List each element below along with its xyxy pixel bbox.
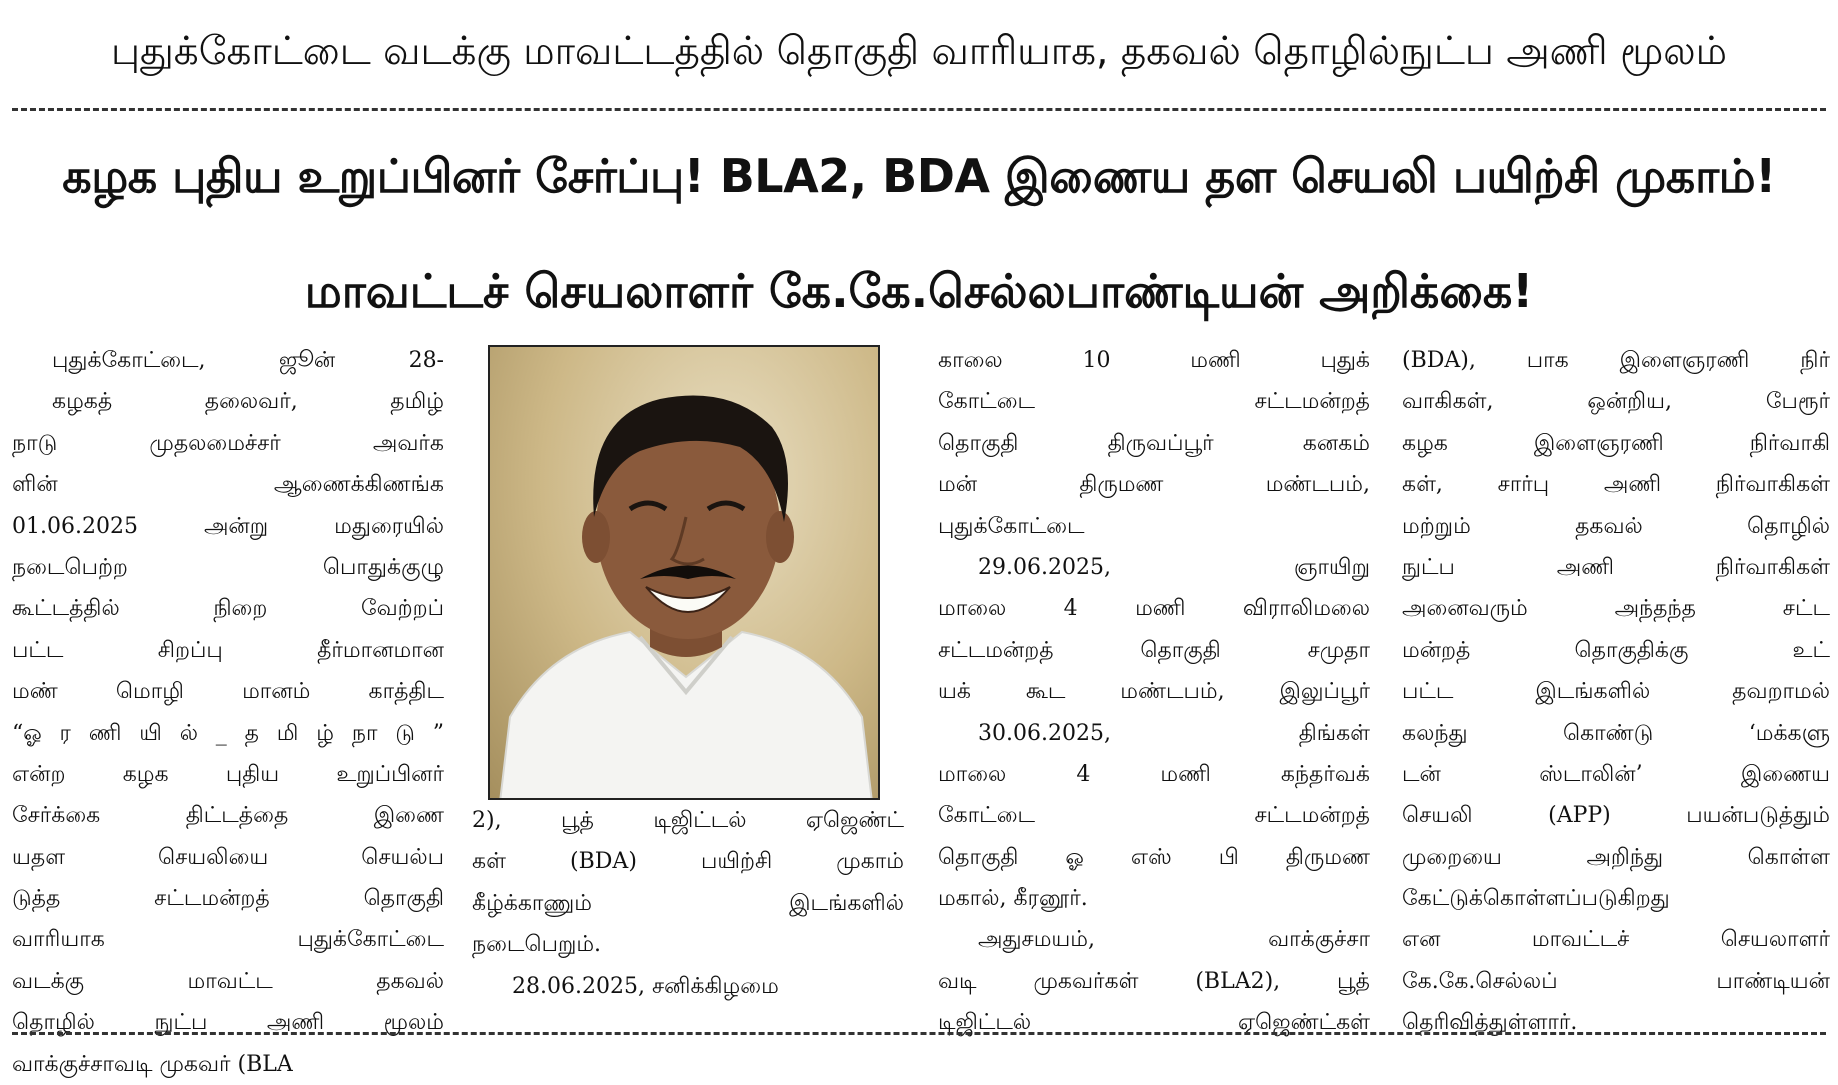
article-line: 28.06.2025, சனிக்கிழமை <box>512 973 779 999</box>
article-line: கழக இளைஞரணி நிர்வாகி <box>1402 430 1830 456</box>
article-line: அனைவரும் அந்தந்த சட்ட <box>1402 596 1830 622</box>
article-line: முறையை அறிந்து கொள்ள <box>1402 844 1830 870</box>
article-line: கேட்டுக்கொள்ளப்படுகிறது <box>1402 886 1670 912</box>
article-line: கே.கே.செல்லப் பாண்டியன் <box>1402 968 1830 994</box>
article-line: மாலை 4 மணி விராலிமலை <box>938 596 1370 622</box>
kicker-line: புதுக்கோட்டை வடக்கு மாவட்டத்தில் தொகுதி வாரியாக, தகவல் தொழில்நுட்ப அணி மூலம் <box>110 29 1728 74</box>
article-line: வாக்குச்சாவடி முகவர் (BLA <box>12 1051 293 1077</box>
portrait-photo <box>488 345 880 800</box>
article-line: மாலை 4 மணி கந்தர்வக் <box>938 761 1370 787</box>
article-line: புதுக்கோட்டை <box>938 513 1085 539</box>
article-line: சட்டமன்றத் தொகுதி சமுதா <box>938 637 1370 663</box>
article-line: 30.06.2025, திங்கள் <box>978 720 1370 746</box>
article-line: கீழ்க்காணும் இடங்களில் <box>472 890 904 916</box>
article-line: மன் திருமண மண்டபம், <box>938 472 1370 498</box>
article-line: 01.06.2025 அன்று மதுரையில் <box>12 513 444 539</box>
article-line: நாடு முதலமைச்சர் அவர்க <box>12 430 444 456</box>
article-column-1 <box>12 340 444 1085</box>
article-line: யக் கூட மண்டபம், இலுப்பூர் <box>938 679 1370 705</box>
article-line: வாகிகள், ஒன்றிய, பேரூர் <box>1402 389 1830 415</box>
article-line: என்ற கழக புதிய உறுப்பினர் <box>12 761 444 787</box>
article-line: வடி முகவர்கள் (BLA2), பூத் <box>938 968 1370 994</box>
article-line: பட்ட இடங்களில் தவறாமல் <box>1402 679 1830 705</box>
article-line: கள் (BDA) பயிற்சி முகாம் <box>472 849 904 875</box>
article-line: மற்றும் தகவல் தொழில் <box>1402 513 1830 539</box>
article-line: செயலி (APP) பயன்படுத்தும் <box>1402 803 1830 829</box>
article-line: “ஓ ர ணி யி ல் _ த மி ழ் நா டு ” <box>12 720 444 746</box>
article-line: காலை 10 மணி புதுக் <box>938 348 1370 373</box>
article-line: கூட்டத்தில் நிறை வேற்றப் <box>12 596 444 622</box>
article-line: கலந்து கொண்டு ‘மக்களு <box>1402 720 1830 746</box>
article-line: 2), பூத் டிஜிட்டல் ஏஜெண்ட் <box>472 808 904 833</box>
article-line: கள், சார்பு அணி நிர்வாகிகள் <box>1402 472 1830 498</box>
article-line: கோட்டை சட்டமன்றத் <box>938 803 1370 829</box>
article-line: புதுக்கோட்டை, ஜூன் 28- <box>52 348 444 373</box>
article-line: டுத்த சட்டமன்றத் தொகுதி <box>12 886 444 912</box>
article-line: யதள செயலியை செயல்ப <box>12 844 444 870</box>
headline: கழக புதிய உறுப்பினர் சேர்ப்பு! BLA2, BDA இணைய தள செயலி பயிற்சி முகாம்! <box>62 148 1776 203</box>
article-column-3 <box>938 340 1370 1044</box>
article-column-4 <box>1402 340 1830 1044</box>
article-line: என மாவட்டச் செயலாளர் <box>1402 927 1830 953</box>
article-line: வடக்கு மாவட்ட தகவல் <box>12 968 444 994</box>
article-column-2 <box>472 800 904 1007</box>
article-line: தெரிவித்துள்ளார். <box>1402 1010 1578 1036</box>
article-line: 29.06.2025, ஞாயிறு <box>978 554 1370 580</box>
article-line: சேர்க்கை திட்டத்தை இணை <box>12 803 444 829</box>
article-line: நடைபெறும். <box>472 932 602 958</box>
bottom-dashed-rule <box>12 1032 1826 1035</box>
article-line: (BDA), பாக இளைஞரணி நிர் <box>1402 348 1830 373</box>
article-line: டிஜிட்டல் ஏஜெண்ட்கள் <box>938 1010 1370 1036</box>
article-line: கோட்டை சட்டமன்றத் <box>938 389 1370 415</box>
article-line: நடைபெற்ற பொதுக்குழு <box>12 554 444 580</box>
subheadline: மாவட்டச் செயலாளர் கே.கே.செல்லபாண்டியன் அறிக்கை! <box>304 263 1534 318</box>
article-line: ளின் ஆணைக்கிணங்க <box>12 472 444 498</box>
article-line: தொகுதி திருவப்பூர் கனகம் <box>938 430 1370 456</box>
article-line: மன்றத் தொகுதிக்கு உட் <box>1402 637 1830 663</box>
article-line: பட்ட சிறப்பு தீர்மானமான <box>12 637 444 663</box>
article-line: மகால், கீரனூர். <box>938 886 1088 912</box>
top-dashed-rule <box>12 108 1826 111</box>
article-line: கழகத் தலைவர், தமிழ் <box>52 389 444 415</box>
article-line: நுட்ப அணி நிர்வாகிகள் <box>1402 554 1830 580</box>
article-line: அதுசமயம், வாக்குச்சா <box>978 927 1370 953</box>
article-line: டன் ஸ்டாலின்’ இணைய <box>1402 761 1830 787</box>
article-line: தொகுதி ஓ எஸ் பி திருமண <box>938 844 1370 870</box>
article-line: வாரியாக புதுக்கோட்டை <box>12 927 444 953</box>
article-line: மண் மொழி மானம் காத்திட <box>12 679 444 705</box>
article-line: தொழில் நுட்ப அணி மூலம் <box>12 1010 444 1036</box>
portrait-icon <box>490 347 880 800</box>
